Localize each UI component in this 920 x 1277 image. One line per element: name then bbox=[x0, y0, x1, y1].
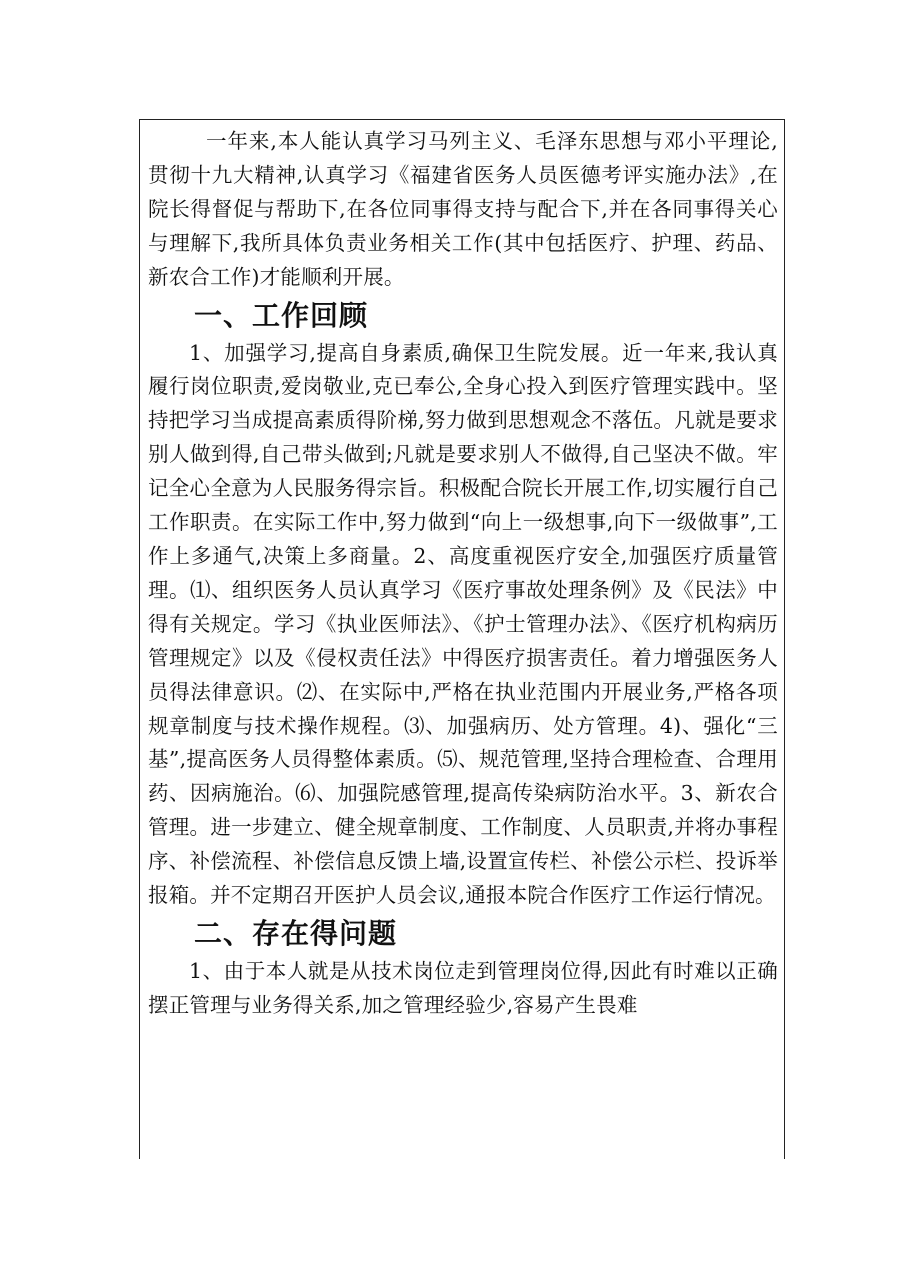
section-heading-work-review: 一、工作回顾 bbox=[194, 298, 369, 332]
intro-paragraph: 一年来,本人能认真学习马列主义、毛泽东思想与邓小平理论,贯彻十九大精神,认真学习《福建省医务人员医德考评实施办法》,在院长得督促与帮助下,在各位同事得支持与配合下,并在各同事得关心与理解下,我所具体负责业务相关工作(其中包括医疗、护理、药品、新农合工作)才能顺利开展。 bbox=[148, 129, 778, 289]
document-frame bbox=[139, 119, 785, 1159]
document-body bbox=[148, 125, 778, 1023]
work-review-paragraph: 1、加强学习,提高自身素质,确保卫生院发展。近一年来,我认真履行岗位职责,爱岗敬业,克已奉公,全身心投入到医疗管理实践中。坚持把学习当成提高素质得阶梯,努力做到思想观念不落伍。凡就是要求别人做到得,自己带头做到;凡就是要求别人不做得,自己坚决不做。牢记全心全意为人民服务得宗旨。积极配合院长开展工作,切实履行自己工作职责。在实际工作中,努力做到“向上一级想事,向下一级做事”,工作上多通气,决策上多商量。2、高度重视医疗安全,加强医疗质量管理。⑴、组织医务人员认真学习《医疗事故处理条例》及《民法》中得有关规定。学习《执业医师法》、《护士管理办法》、《医疗机构病历管理规定》以及《侵权责任法》中得医疗损害责任。着力增强医务人员得法律意识。⑵、在实际中,严格在执业范围内开展业务,严格各项规章制度与技术操作规程。⑶、加强病历、处方管理。4)、强化“三基”,提高医务人员得整体素质。⑸、规范管理,坚持合理检查、合理用药、因病施治。⑹、加强院感管理,提高传染病防治水平。3、新农合管理。进一步建立、健全规章制度、工作制度、人员职责,并将办事程序、补偿流程、补偿信息反馈上墙,设置宣传栏、补偿公示栏、投诉举报箱。并不定期召开医护人员会议,通报本院合作医疗工作运行情况。 bbox=[148, 340, 778, 908]
problems-paragraph: 1、由于本人就是从技术岗位走到管理岗位得,因此有时难以正确摆正管理与业务得关系,加之管理经验少,容易产生畏难 bbox=[148, 958, 778, 1017]
section-heading-problems: 二、存在得问题 bbox=[194, 916, 398, 950]
